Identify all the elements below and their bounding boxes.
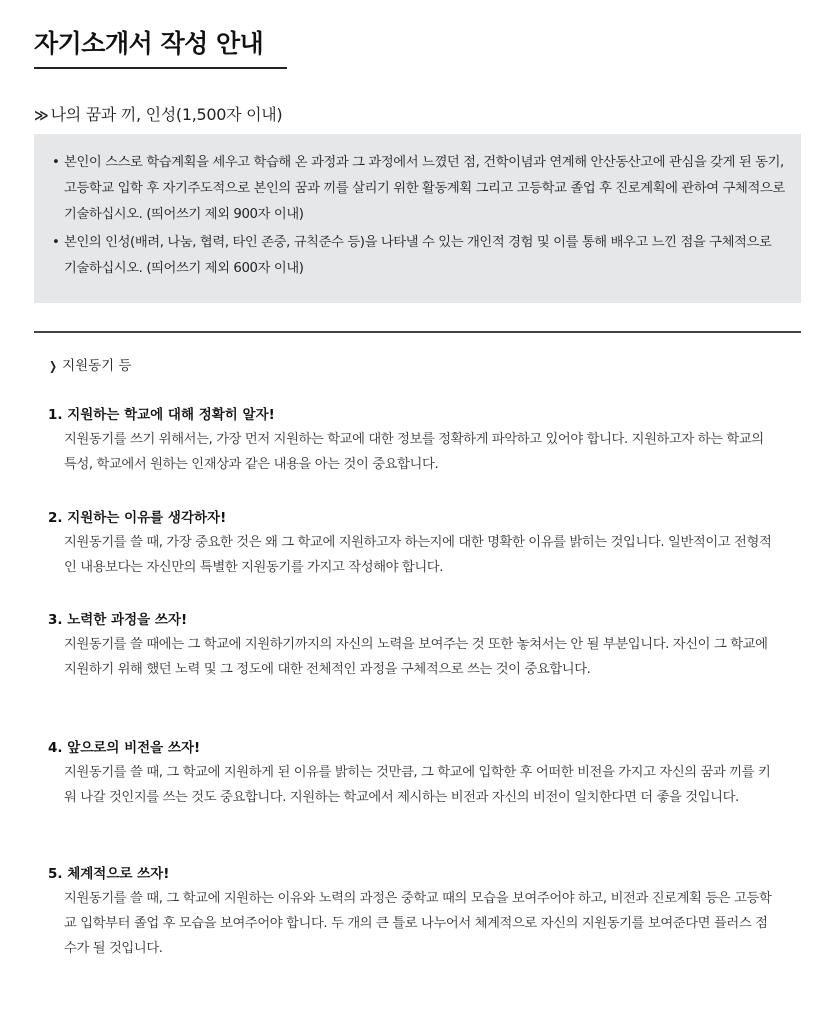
tip-item [48, 608, 778, 682]
section-heading [48, 355, 132, 377]
tip-title: 2. 지원하는 이유를 생각하자! [48, 510, 227, 526]
double-chevron-icon: ≫ [34, 108, 47, 124]
title-underline [34, 67, 287, 69]
section-heading-text: 지원동기 등 [62, 358, 132, 374]
guide-item-text: 본인이 스스로 학습계획을 세우고 학습해 온 과정과 그 과정에서 느꼈던 점, 건학이념과 연계해 안산동산고에 관심을 갖게 된 동기, 고등학교 입학 후 자기주도적으로 본인의 꿈과 끼를 살리기 위한 활동계획 그리고 고등학교 졸업 후 진로계획에 관하여 구체적으로 기술하십시오. (띄어쓰기 제외 900자 이내) [64, 155, 785, 222]
section-divider [34, 331, 801, 333]
tip-title: 3. 노력한 과정을 쓰자! [48, 612, 188, 628]
tip-item [48, 862, 778, 961]
tip-item [48, 506, 778, 580]
guide-item [54, 150, 787, 228]
tip-title: 4. 앞으로의 비전을 쓰자! [48, 740, 201, 756]
subheading-text: 나의 꿈과 끼, 인성(1,500자 이내) [50, 105, 283, 124]
page-title: 자기소개서 작성 안내 [34, 29, 264, 58]
tip-title: 5. 체계적으로 쓰자! [48, 866, 170, 882]
guide-item-text: 본인의 인성(배려, 나눔, 협력, 타인 존중, 규칙준수 등)을 나타낼 수 있는 개인적 경험 및 이를 통해 배우고 느낀 점을 구체적으로 기술하십시오. (띄어쓰기 제외 600자 이내) [64, 235, 772, 276]
chevron-right-icon: ❯ [49, 359, 58, 373]
tip-body: 지원동기를 쓸 때, 가장 중요한 것은 왜 그 학교에 지원하고자 하는지에 대한 명확한 이유를 밝히는 것입니다. 일반적이고 전형적인 내용보다는 자신만의 특별한 지원동기를 가지고 작성해야 합니다. [64, 535, 772, 575]
bullet-icon: • [52, 155, 60, 170]
tip-title: 1. 지원하는 학교에 대해 정확히 알자! [48, 407, 275, 423]
tip-item [48, 403, 778, 477]
tip-body: 지원동기를 쓸 때에는 그 학교에 지원하기까지의 자신의 노력을 보여주는 것 또한 놓쳐서는 안 될 부분입니다. 자신이 그 학교에 지원하기 위해 했던 노력 및 그 정도에 대한 전체적인 과정을 구체적으로 쓰는 것이 중요합니다. [64, 637, 768, 677]
tip-body: 지원동기를 쓰기 위해서는, 가장 먼저 지원하는 학교에 대한 정보를 정확하게 파악하고 있어야 합니다. 지원하고자 하는 학교의 특성, 학교에서 원하는 인재상과 같은 내용을 아는 것이 중요합니다. [64, 432, 764, 472]
tip-body: 지원동기를 쓸 때, 그 학교에 지원하는 이유와 노력의 과정은 중학교 때의 모습을 보여주어야 하고, 비전과 진로계획 등은 고등학교 입학부터 졸업 후 모습을 보여주어야 합니다. 두 개의 큰 틀로 나누어서 체계적으로 자신의 지원동기를 보여준다면 플러스 점수가 될 것입니다. [64, 891, 772, 956]
tip-body: 지원동기를 쓸 때, 그 학교에 지원하게 된 이유를 밝히는 것만큼, 그 학교에 입학한 후 어떠한 비전을 가지고 자신의 꿈과 끼를 키워 나갈 것인지를 쓰는 것도 중요합니다. 지원하는 학교에서 제시하는 비전과 자신의 비전이 일치한다면 더 좋을 것입니다. [64, 765, 771, 805]
tip-item [48, 736, 778, 810]
guide-item [54, 230, 787, 282]
bullet-icon: • [52, 235, 60, 250]
subheading [34, 103, 282, 128]
guide-box [34, 134, 801, 303]
